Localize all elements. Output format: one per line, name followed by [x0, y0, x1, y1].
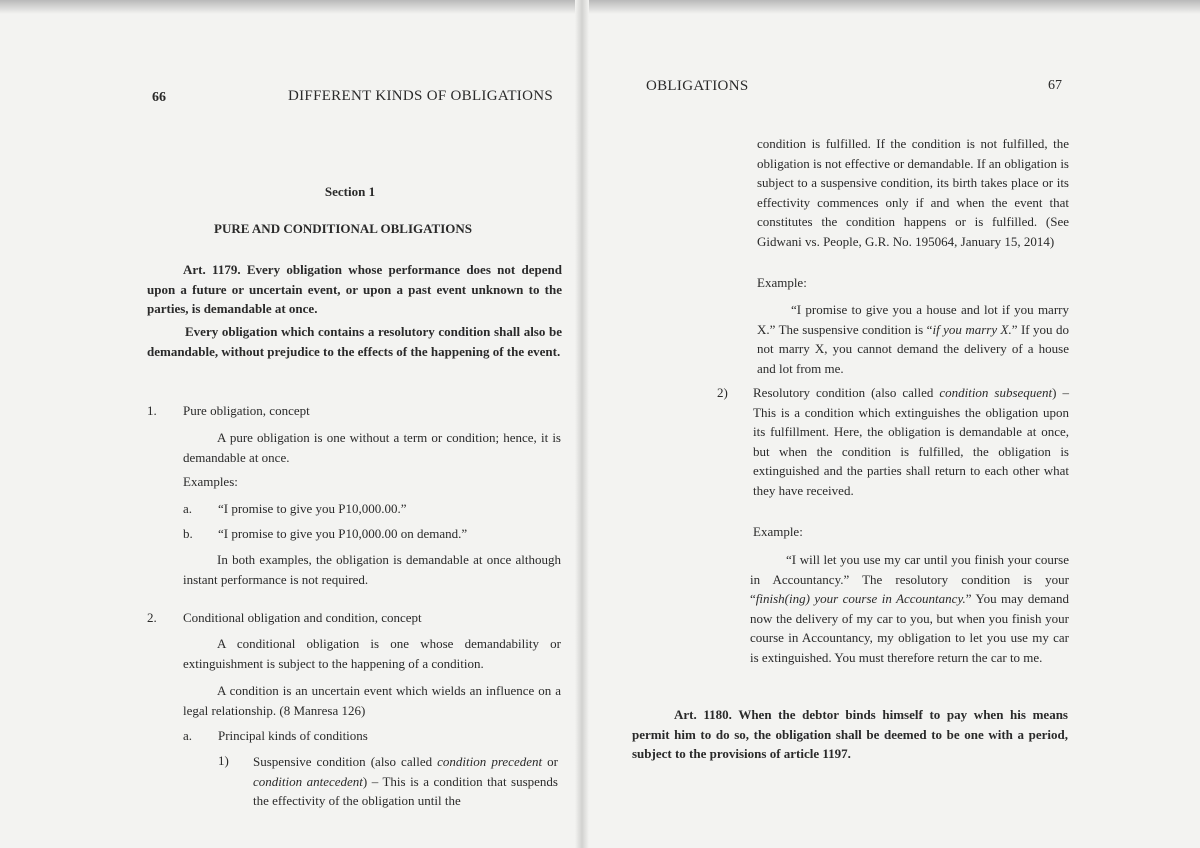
right-running-head: OBLIGATIONS — [646, 78, 749, 94]
example-a-text: “I promise to give you P10,000.00.” — [218, 501, 407, 516]
example-1-label: Example: — [757, 275, 807, 290]
suspensive-lead: Suspensive condition (also called — [253, 754, 438, 769]
example-2-paragraph — [750, 550, 1069, 667]
suspensive-continuation-paragraph: condition is fulfilled. If the condition is not fulfilled, the obligation is not effective or demandable. If an obligation is subject to a suspensive condition, its birth takes place or its effectivity commences only if and when the event that constitutes the condition happens or is fulfilled. (See Gidwani vs. People, G.R. No. 195064, January 15, 2014) — [757, 136, 1069, 249]
item-1-number: 1. — [147, 403, 157, 418]
resolutory-condition-paragraph — [753, 383, 1069, 500]
item-2-number: 2. — [147, 610, 157, 625]
term-condition-antecedent: condition antecedent — [253, 773, 363, 789]
article-1179-paragraph-2: Every obligation which contains a resolutory condition shall also be demandable, without prejudice to the effects of the happening of the event. — [147, 324, 562, 359]
both-examples-paragraph: In both examples, the obligation is demandable at once although instant performance is not required. — [183, 552, 561, 587]
example-b-text: “I promise to give you P10,000.00 on demand.” — [218, 526, 468, 541]
left-running-head: DIFFERENT KINDS OF OBLIGATIONS — [288, 88, 553, 104]
suspensive-or: or — [547, 754, 558, 769]
left-page — [0, 0, 580, 848]
suspensive-condition-paragraph — [253, 752, 558, 811]
example-1-lead: “I promise to give you a house and lot if you marry X.” The suspensive condition is “ — [757, 302, 1069, 337]
suspensive-rest: ) – This is a condition that suspends the effectivity of the obligation until the — [253, 773, 558, 808]
section-label: Section 1 — [324, 184, 376, 199]
example-1-paragraph — [757, 300, 1069, 378]
article-1179-paragraph-1: Art. 1179. Every obligation whose performance does not depend upon a future or uncertain event, or upon a past event unknown to the parties, is demandable at once. — [147, 262, 562, 316]
item-2-paragraph-2: A condition is an uncertain event which wields an influence on a legal relationship. (8 Manresa 126) — [183, 683, 561, 718]
examples-label: Examples: — [183, 474, 238, 489]
example-a-label: a. — [183, 501, 193, 516]
right-page-number: 67 — [1048, 78, 1062, 93]
term-condition-subsequent: condition subsequent — [939, 385, 1053, 400]
section-title: PURE AND CONDITIONAL OBLIGATIONS — [214, 221, 473, 236]
sub-1-label: 1) — [218, 753, 229, 768]
example-b-label: b. — [183, 526, 193, 541]
item-1-heading: Pure obligation, concept — [183, 403, 310, 418]
resolutory-rest: ) – This is a condition which extinguishes the obligation upon its fulfillment. Here, the obligation is demandable at once, but when the condition is fulfilled, the obligation is extinguished and the parties shall return to each other what they have received. — [753, 385, 1069, 498]
resolutory-lead: Resolutory condition (also called — [753, 385, 940, 400]
example-1-rest: ” If you do not marry X, you cannot demand the delivery of a house and lot from me. — [757, 321, 1069, 376]
example-1-term: if you marry X. — [932, 321, 1012, 337]
item-2-paragraph-1: A conditional obligation is one whose demandability or extinguishment is subject to the happening of a condition. — [183, 636, 561, 671]
example-2-label: Example: — [753, 524, 803, 539]
sub-a-heading: Principal kinds of conditions — [218, 728, 368, 743]
term-condition-precedent: condition precedent — [437, 754, 543, 769]
example-2-rest: ” You may demand now the delivery of my car to you, but when you finish your course in Accountancy, my obligation to let you use my car is extinguished. You must therefore return the car to me. — [750, 591, 1069, 665]
right-page — [592, 0, 1200, 848]
item-1-paragraph: A pure obligation is one without a term or condition; hence, it is demandable at once. — [183, 430, 561, 465]
sub-a-label: a. — [183, 728, 193, 743]
item-2-heading: Conditional obligation and condition, concept — [183, 610, 422, 625]
example-2-lead: “I will let you use my car until you finish your course in Accountancy.” The resolutory condition is your “ — [750, 552, 1069, 606]
article-1180-paragraph: Art. 1180. When the debtor binds himself to pay when his means permit him to do so, the obligation shall be deemed to be one with a period, subject to the provisions of article 1197. — [632, 707, 1068, 761]
left-page-number: 66 — [152, 90, 166, 105]
resolutory-label: 2) — [717, 385, 728, 400]
example-2-term: finish(ing) your course in Accountancy. — [755, 591, 966, 606]
